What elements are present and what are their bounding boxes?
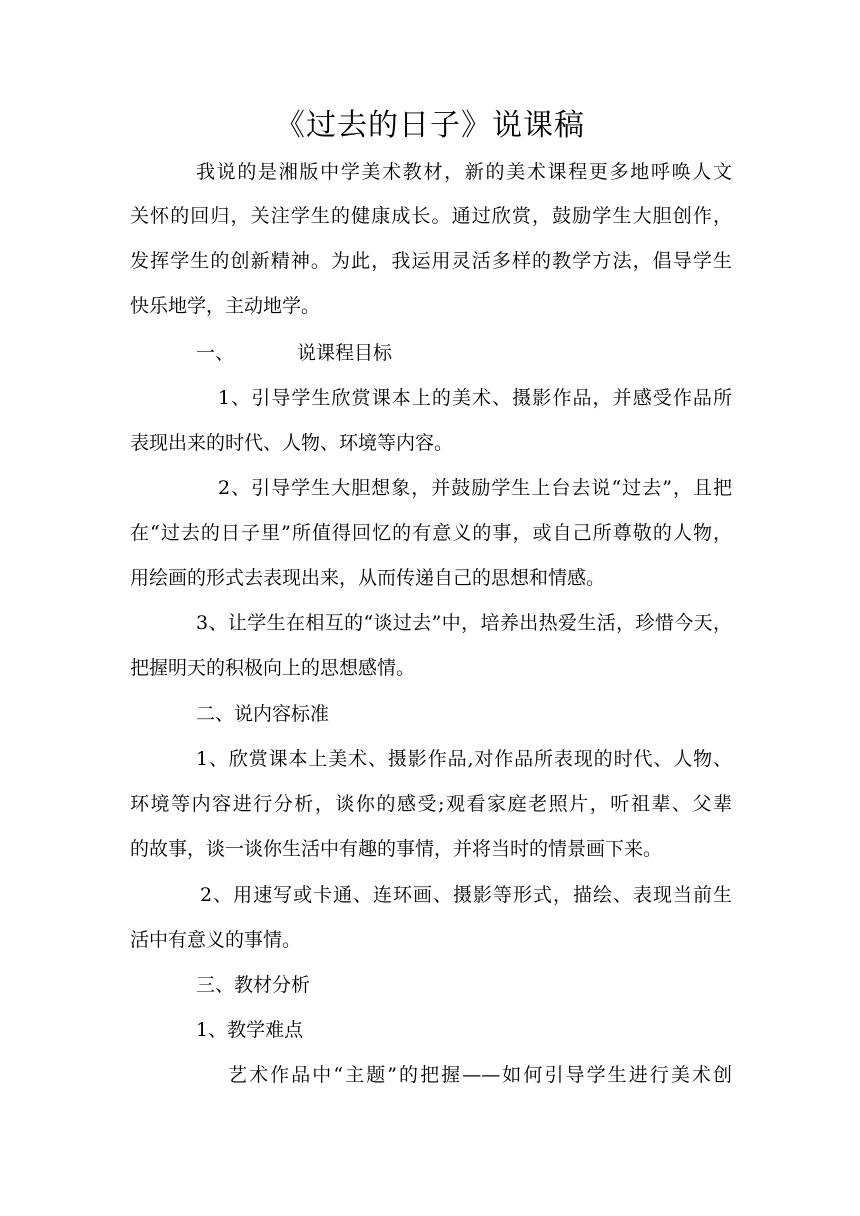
paragraph-line: 我说的是湘版中学美术教材，新的美术课程更多地呼唤人文 [196, 161, 732, 183]
paragraph-line: 环境等内容进行分析，谈你的感受;观看家庭老照片，听祖辈、父辈 [130, 793, 732, 815]
paragraph-line: 把握明天的积极向上的思想感情。 [130, 657, 416, 679]
paragraph-line: 艺术作品中“主题”的把握——如何引导学生进行美术创 [228, 1064, 732, 1086]
paragraph-line: 发挥学生的创新精神。为此，我运用灵活多样的教学方法，倡导学生 [130, 250, 732, 272]
paragraph-line: 活中有意义的事情。 [130, 929, 302, 951]
section-number: 一、 [196, 342, 235, 364]
subsection-heading: 1、教学难点 [196, 1019, 304, 1041]
paragraph-line: 2、用速写或卡通、连环画、摄影等形式，描绘、表现当前生 [200, 884, 732, 906]
paragraph-line: 在“过去的日子里”所值得回忆的有意义的事，或自己所尊敬的人物， [130, 522, 732, 544]
paragraph-line: 关怀的回归，关注学生的健康成长。通过欣赏，鼓励学生大胆创作， [130, 205, 732, 227]
document-title: 《过去的日子》说课稿 [275, 108, 585, 143]
paragraph-line: 的故事，谈一谈你生活中有趣的事情，并将当时的情景画下来。 [130, 838, 663, 860]
paragraph-line: 3、让学生在相互的“谈过去”中，培养出热爱生活，珍惜今天， [196, 612, 732, 634]
paragraph-line: 1、欣赏课本上美术、摄影作品,对作品所表现的时代、人物、 [196, 748, 732, 770]
section-heading: 二、说内容标准 [196, 703, 330, 725]
section-heading: 三、教材分析 [196, 974, 311, 996]
paragraph-line: 2、引导学生大胆想象，并鼓励学生上台去说“过去”，且把 [218, 477, 732, 499]
section-heading: 说课程目标 [297, 342, 393, 364]
paragraph-line: 1、引导学生欣赏课本上的美术、摄影作品，并感受作品所 [218, 387, 732, 409]
paragraph-line: 用绘画的形式去表现出来，从而传递自己的思想和情感。 [130, 567, 606, 589]
paragraph-line: 表现出来的时代、人物、环境等内容。 [130, 432, 454, 454]
paragraph-line: 快乐地学，主动地学。 [130, 295, 321, 317]
